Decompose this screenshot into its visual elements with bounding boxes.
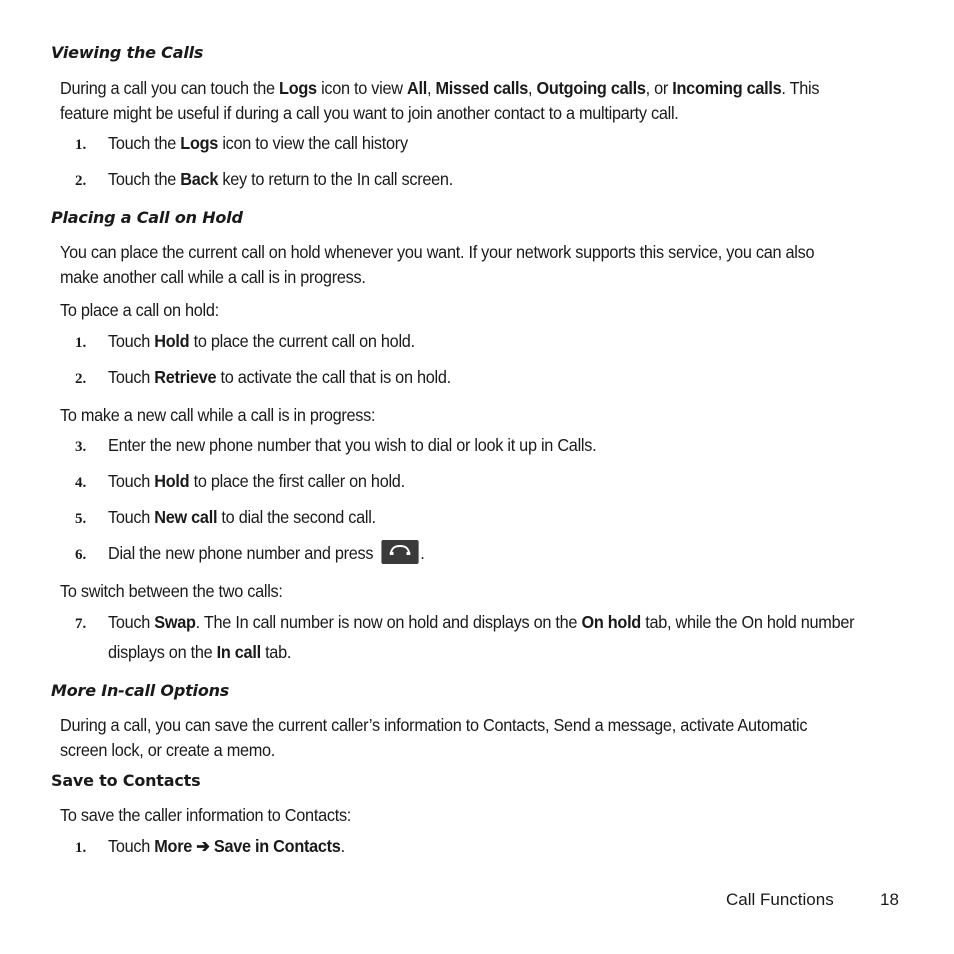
- footer-chapter: Call Functions: [726, 890, 834, 909]
- step-number: 7.: [75, 616, 87, 632]
- save-intro: To save the caller information to Contacts:: [60, 805, 352, 825]
- step-number: 6.: [75, 547, 87, 563]
- hold-step-1: Touch Hold to place the current call on hold.: [108, 331, 415, 351]
- call-send-icon: [381, 540, 418, 564]
- step-number: 1.: [75, 840, 87, 856]
- heading-more-options: More In-call Options: [51, 681, 230, 700]
- heading-placing-on-hold: Placing a Call on Hold: [51, 208, 243, 227]
- page-number: 18: [880, 890, 899, 909]
- step-number: 3.: [75, 439, 87, 455]
- viewing-step-2: Touch the Back key to return to the In call screen.: [108, 169, 453, 189]
- switch-intro: To switch between the two calls:: [60, 581, 283, 601]
- new-call-step-3: Enter the new phone number that you wish to dial or look it up in Calls.: [108, 435, 597, 455]
- viewing-step-1: Touch the Logs icon to view the call history: [108, 133, 408, 153]
- step-number: 2.: [75, 371, 87, 387]
- step-number: 5.: [75, 511, 87, 527]
- save-step-1: Touch More ➔ Save in Contacts.: [108, 836, 345, 856]
- heading-viewing-calls: Viewing the Calls: [51, 43, 204, 62]
- new-call-intro: To make a new call while a call is in progress:: [60, 405, 376, 425]
- hold-intro: You can place the current call on hold whenever you want. If your network supports this service, you can also make another call while a call is in progress.: [60, 242, 815, 287]
- step-number: 2.: [75, 173, 87, 189]
- step-number: 1.: [75, 137, 87, 153]
- hold-step-2: Touch Retrieve to activate the call that is on hold.: [108, 367, 451, 387]
- step-number: 1.: [75, 335, 87, 351]
- new-call-step-4: Touch Hold to place the first caller on hold.: [108, 471, 405, 491]
- heading-save-to-contacts: Save to Contacts: [51, 771, 201, 790]
- switch-step-7-line1: Touch Swap. The In call number is now on hold and displays on the On hold tab, while the On hold number: [108, 612, 855, 632]
- switch-step-7-line2: displays on the In call tab.: [108, 642, 292, 662]
- more-options-intro: During a call, you can save the current caller’s information to Contacts, Send a message, activate Automatic screen lock, or create a memo.: [60, 715, 808, 760]
- new-call-step-6: Dial the new phone number and press .: [108, 538, 425, 568]
- step-number: 4.: [75, 475, 87, 491]
- viewing-intro: During a call you can touch the Logs icon to view All, Missed calls, Outgoing calls, or Incoming calls. This feature might be useful if during a call you want to join another contact to a multiparty call.: [60, 78, 820, 123]
- to-place-on-hold-label: To place a call on hold:: [60, 300, 219, 320]
- new-call-step-5: Touch New call to dial the second call.: [108, 507, 376, 527]
